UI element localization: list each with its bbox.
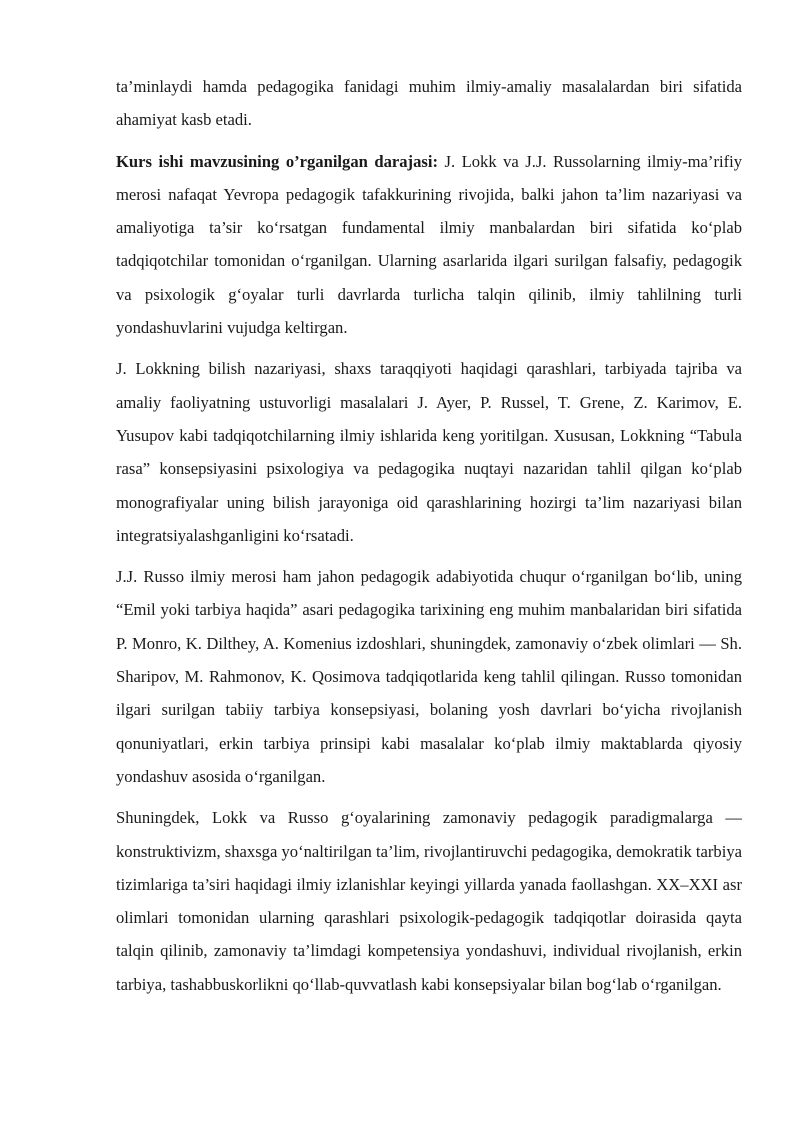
section-lead-heading: Kurs ishi mavzusining o’rganilgan darajasi: [116,151,438,171]
document-page [116,70,742,1001]
paragraph-text: J. Lokk va J.J. Russolarning ilmiy-ma’rifiy merosi nafaqat Yevropa pedagogik tafakkurining rivojida, balki jahon ta’lim nazariyasi va amaliyotiga ta’sir ko‘rsatgan fundamental ilmiy manbalardan biri sifatida ko‘plab tadqiqotchilar tomonidan o‘rganilgan. Ularning asarlarida ilgari surilgan falsafiy, pedagogik va psixologik g‘oyalar turli davrlarda turlicha talqin qilinib, ilmiy tahlilning turli yondashuvlarini vujudga keltirgan. [116,151,743,338]
paragraph-study-level [116,145,742,345]
paragraph-text: J.J. Russo ilmiy merosi ham jahon pedagogik adabiyotida chuqur o‘rganilgan bo‘lib, uning “Emil yoki tarbiya haqida” asari pedagogika tarixining eng muhim manbalaridan biri sifatida P. Monro, K. Dilthey, A. Komenius izdoshlari, shuningdek, zamonaviy o‘zbek olimlari — Sh. Sharipov, M. Rahmonov, K. Qosimova tadqiqotlarida keng tahlil qilingan. Russo tomonidan ilgari surilgan tabiiy tarbiya konsepsiyasi, bolaning yosh davrlari bo‘yicha rivojlanish qonuniyatlari, erkin tarbiya prinsipi kabi masalalar ko‘plab ilmiy maktablarda qiyosiy yondashuv asosida o‘rganilgan. [116,567,742,786]
paragraph-text: ta’minlaydi hamda pedagogika fanidagi muhim ilmiy-amaliy masalalardan biri sifatida ahamiyat kasb etadi. [116,77,742,130]
paragraph-lokk [116,352,742,552]
paragraph-modern-paradigms [116,801,742,1001]
paragraph-intro-continuation [116,70,742,137]
paragraph-text: J. Lokkning bilish nazariyasi, shaxs taraqqiyoti haqidagi qarashlari, tarbiyada tajriba va amaliy faoliyatning ustuvorligi masalalari J. Ayer, P. Russel, T. Grene, Z. Karimov, E. Yusupov kabi tadqiqotchilarning ilmiy ishlarida keng yoritilgan. Xususan, Lokkning “Tabula rasa” konsepsiyasini psixologiya va pedagogika nuqtayi nazaridan tahlil qilgan ko‘plab monografiyalar uning bilish jarayoniga oid qarashlarining hozirgi ta’lim nazariyasi bilan integratsiyalashganligini ko‘rsatadi. [116,359,742,545]
paragraph-text: Shuningdek, Lokk va Russo g‘oyalarining zamonaviy pedagogik paradigmalarga — konstruktivizm, shaxsga yo‘naltirilgan ta’lim, rivojlantiruvchi pedagogika, demokratik tarbiya tizimlariga ta’siri haqidagi ilmiy izlanishlar keyingi yillarda yanada faollashgan. XX–XXI asr olimlari tomonidan ularning qarashlari psixologik-pedagogik tadqiqotlar doirasida qayta talqin qilinib, zamonaviy ta’limdagi kompetensiya yondashuvi, individual rivojlanish, erkin tarbiya, tashabbuskorlikni qo‘llab-quvvatlash kabi konsepsiyalar bilan bog‘lab o‘rganilgan. [116,808,742,994]
paragraph-russo [116,560,742,793]
